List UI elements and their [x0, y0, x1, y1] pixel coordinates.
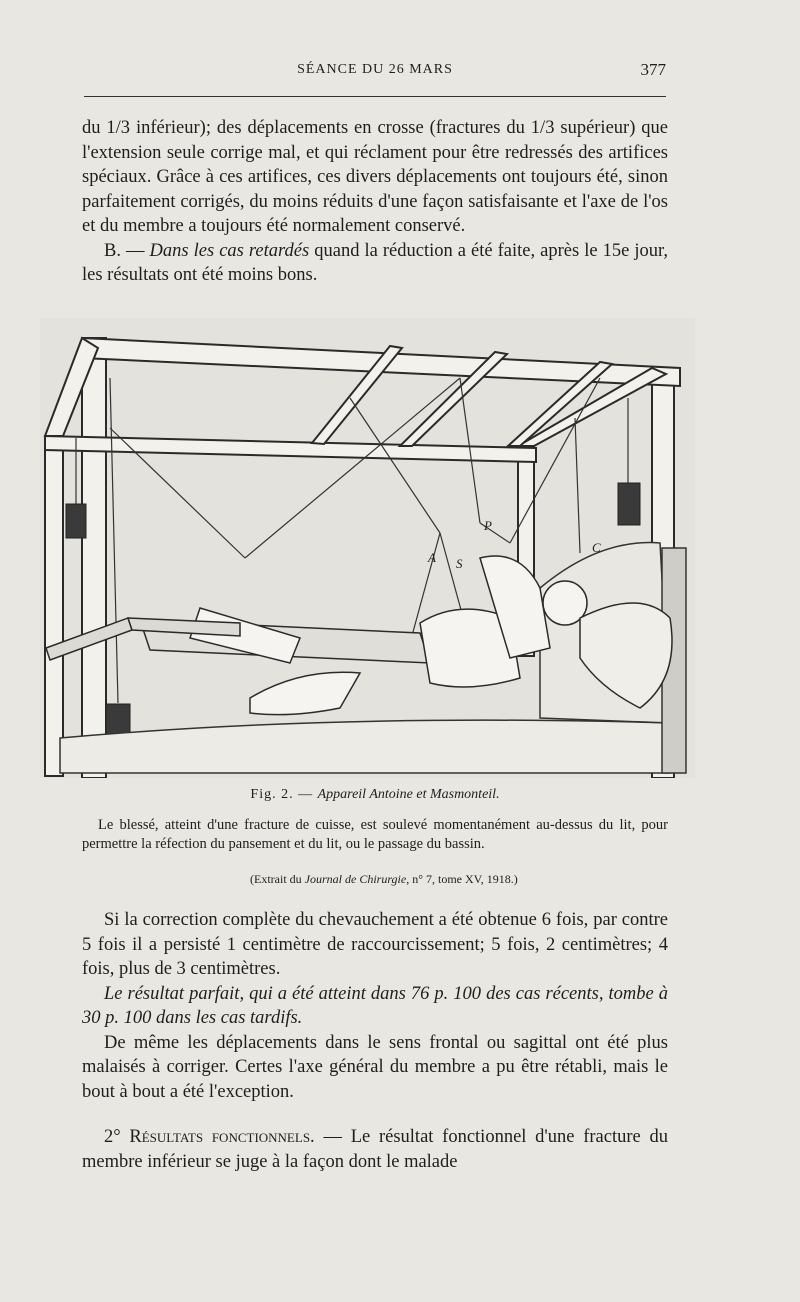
- text-block-top: [82, 116, 668, 288]
- page-number: 377: [640, 60, 666, 79]
- figure-label: Fig. 2. —: [250, 787, 318, 802]
- figure-title: Appareil Antoine et Masmonteil.: [317, 787, 500, 802]
- figure-source-prefix: (Extrait du: [250, 872, 305, 886]
- running-title: SÉANCE DU 26 MARS: [297, 62, 453, 77]
- text-block-middle: [82, 908, 668, 1104]
- paragraph-b: [82, 239, 668, 288]
- paragraph-b-rest: quand la réduction a été faite, après le 15e jour, les résultats ont été moins bons.: [82, 240, 669, 285]
- figure-legend: [82, 816, 668, 854]
- figure-source: [250, 872, 650, 887]
- header-rule: [84, 96, 666, 97]
- section-heading: Résultats fonctionnels.: [129, 1127, 315, 1147]
- paragraph-correction: Si la correction complète du chevauchement a été obtenue 6 fois, par contre 5 fois il a persisté 1 centimètre de raccourcissement; 5 fois, 2 centimètres; 4 fois, plus de 3 centimètres.: [82, 910, 668, 979]
- figure-source-journal: Journal de Chirurgie: [304, 872, 407, 886]
- figure-letter-s: S: [456, 556, 463, 571]
- paragraph-resultats-fonctionnels: [82, 1125, 668, 1174]
- paragraph-deplacements: De même les déplacements dans le sens frontal ou sagittal ont été plus malaisés à corriger. Certes l'axe général du membre a pu être rétabli, mais le bout à bout a été l'exception.: [82, 1032, 668, 1102]
- paragraph-resultat-parfait: Le résultat parfait, qui a été atteint dans 76 p. 100 des cas récents, tombe à 30 p. 100 dans les cas tardifs.: [82, 983, 668, 1028]
- figure-letter-c: C: [592, 540, 601, 555]
- paragraph-continuation: du 1/3 inférieur); des déplacements en crosse (fractures du 1/3 supérieur) que l'extension seule corrige mal, et qui réclament pour être redressés des artifices spéciaux. Grâce à ces artifices, ces divers déplacements ont toujours été, sinon parfaitement corrigés, du moins réduits d'une façon satisfaisante et l'axe de l'os et du membre a toujours été normalement conservé.: [82, 118, 668, 236]
- figure-caption: [80, 787, 670, 803]
- section-number: 2°: [104, 1127, 130, 1147]
- text-block-section-2: [82, 1125, 668, 1174]
- figure-source-suffix: , n° 7, tome XV, 1918.): [406, 872, 518, 886]
- paragraph-b-label: B. —: [104, 240, 150, 261]
- figure-letter-a: A: [428, 550, 436, 565]
- figure-apparatus-illustration: [40, 318, 695, 778]
- figure-letter-p: P: [484, 518, 492, 533]
- section-text: — Le résultat fonctionnel d'une fracture du membre inférieur se juge à la façon dont le malade: [82, 1127, 668, 1172]
- running-head: [80, 58, 670, 84]
- paragraph-b-italic: Dans les cas retardés: [149, 240, 310, 261]
- apparatus-engraving: [40, 318, 695, 778]
- figure-legend-text: Le blessé, atteint d'une fracture de cuisse, est soulevé momentanément au-dessus du lit, pour permettre la réfection du pansement et du lit, ou le passage du bassin.: [82, 817, 668, 852]
